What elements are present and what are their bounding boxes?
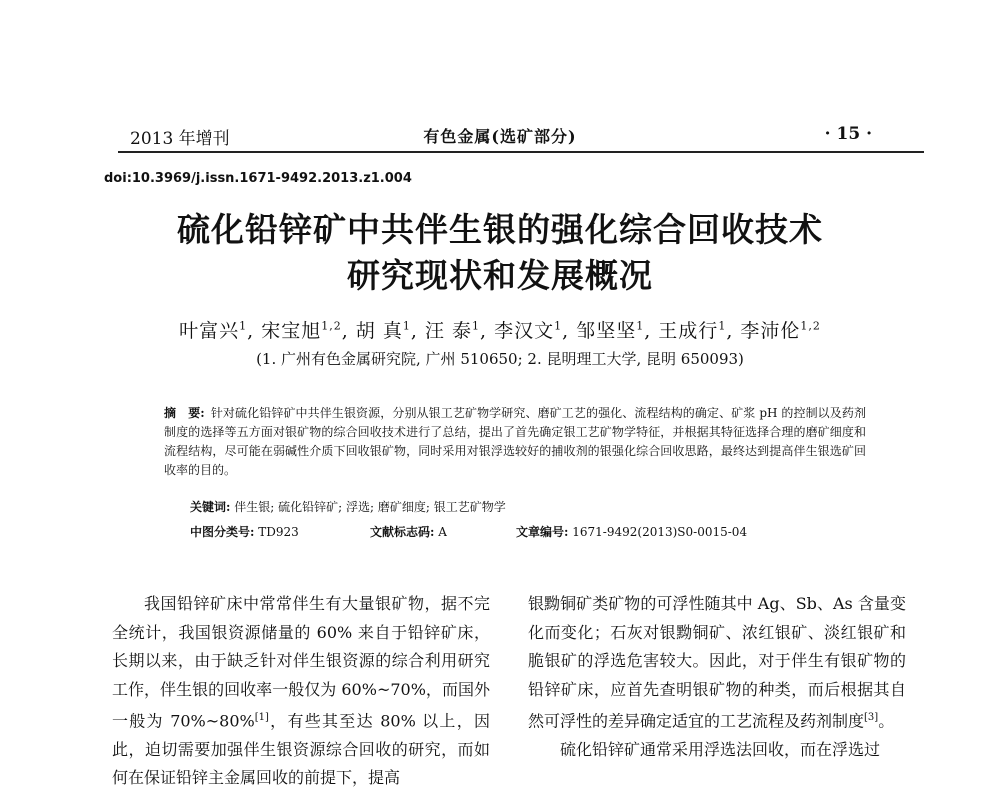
citation: [3]: [864, 712, 879, 723]
author-list: 叶富兴$^1$, 宋宝旭$^{1,2}$, 胡 真$^1$, 汪 泰$^1$, 李汉文$^1$, 邹坚坚$^1$, 王成行$^1$, 李沛伦$^{1,2}$: [179, 319, 821, 342]
article-number: 文章编号: 1671-9492(2013)S0-0015-04: [516, 525, 748, 539]
paragraph: 银黝铜矿类矿物的可浮性随其中 Ag、Sb、As 含量变化而变化；石灰对银黝铜矿、浓红银矿、淡红银矿和脆银矿的浮选危害较大。因此，对于伴生有银矿物的铅锌矿床，应首先查明银矿物的种类，而后根据其自然可浮性的差异确定适宜的工艺流程及药剂制度[3]。: [528, 594, 906, 731]
keywords-text: 伴生银; 硫化铅锌矿; 浮选; 磨矿细度; 银工艺矿物学: [234, 500, 506, 514]
author: 李汉文$^1$: [494, 319, 563, 342]
paragraph: 我国铅锌矿床中常常伴生有大量银矿物，据不完全统计，我国银资源储量的 60% 来自于铅锌矿床，长期以来，由于缺乏针对伴生银资源的综合利用研究工作，伴生银的回收率一般仅为 60%~70%，而国外一般为 70%~80%[1]，有些其至达 80% 以上，因此，迫切需要加强伴生银资源综合回收的研究，而如何在保证铅锌主金属回收的前提下，提高: [112, 594, 490, 788]
header-rule: [118, 151, 924, 153]
body-column-right: [528, 590, 906, 764]
author: 汪 泰$^1$: [424, 319, 480, 342]
author: 叶富兴$^1$: [179, 319, 248, 342]
keywords-label: 关键词:: [190, 500, 231, 514]
affiliations: (1. 广州有色金属研究院, 广州 510650; 2. 昆明理工大学, 昆明 650093): [256, 350, 744, 368]
abstract-label: 摘 要:: [164, 406, 205, 420]
author: 王成行$^1$: [658, 319, 727, 342]
abstract-text: 针对硫化铅锌矿中共伴生银资源，分别从银工艺矿物学研究、磨矿工艺的强化、流程结构的确定、矿浆 pH 的控制以及药剂制度的选择等五方面对银矿物的综合回收技术进行了总结，提出了首先确定银工艺矿物学特征，并根据其特征选择合理的磨矿细度和流程结构，尽可能在弱碱性介质下回收银矿物，同时采用对银浮选较好的捕收剂的银强化综合回收思路，最终达到提高伴生银选矿回收率的目的。: [164, 406, 866, 477]
author: 李沛伦$^{1,2}$: [740, 319, 821, 342]
body-column-left: [112, 590, 490, 793]
citation: [1]: [254, 712, 269, 723]
paragraph: 硫化铅锌矿通常采用浮选法回收，而在浮选过: [560, 739, 881, 759]
document-code: 文献标志码: A: [370, 525, 447, 539]
header-journal: 有色金属(选矿部分): [423, 127, 577, 146]
header-page-number: · 15 ·: [824, 124, 872, 144]
doi: doi:10.3969/j.issn.1671-9492.2013.z1.004: [104, 171, 412, 186]
clc-number: 中图分类号: TD923: [190, 525, 299, 539]
author: 邹坚坚$^1$: [576, 319, 645, 342]
keywords: [190, 498, 506, 517]
header-issue: 2013 年增刊: [130, 129, 230, 149]
author: 宋宝旭$^{1,2}$: [261, 319, 342, 342]
author: 胡 真$^1$: [355, 319, 411, 342]
title-line-1: 硫化铅锌矿中共伴生银的强化综合回收技术: [177, 210, 823, 249]
title-line-2: 研究现状和发展概况: [347, 256, 653, 295]
abstract: [164, 404, 866, 480]
